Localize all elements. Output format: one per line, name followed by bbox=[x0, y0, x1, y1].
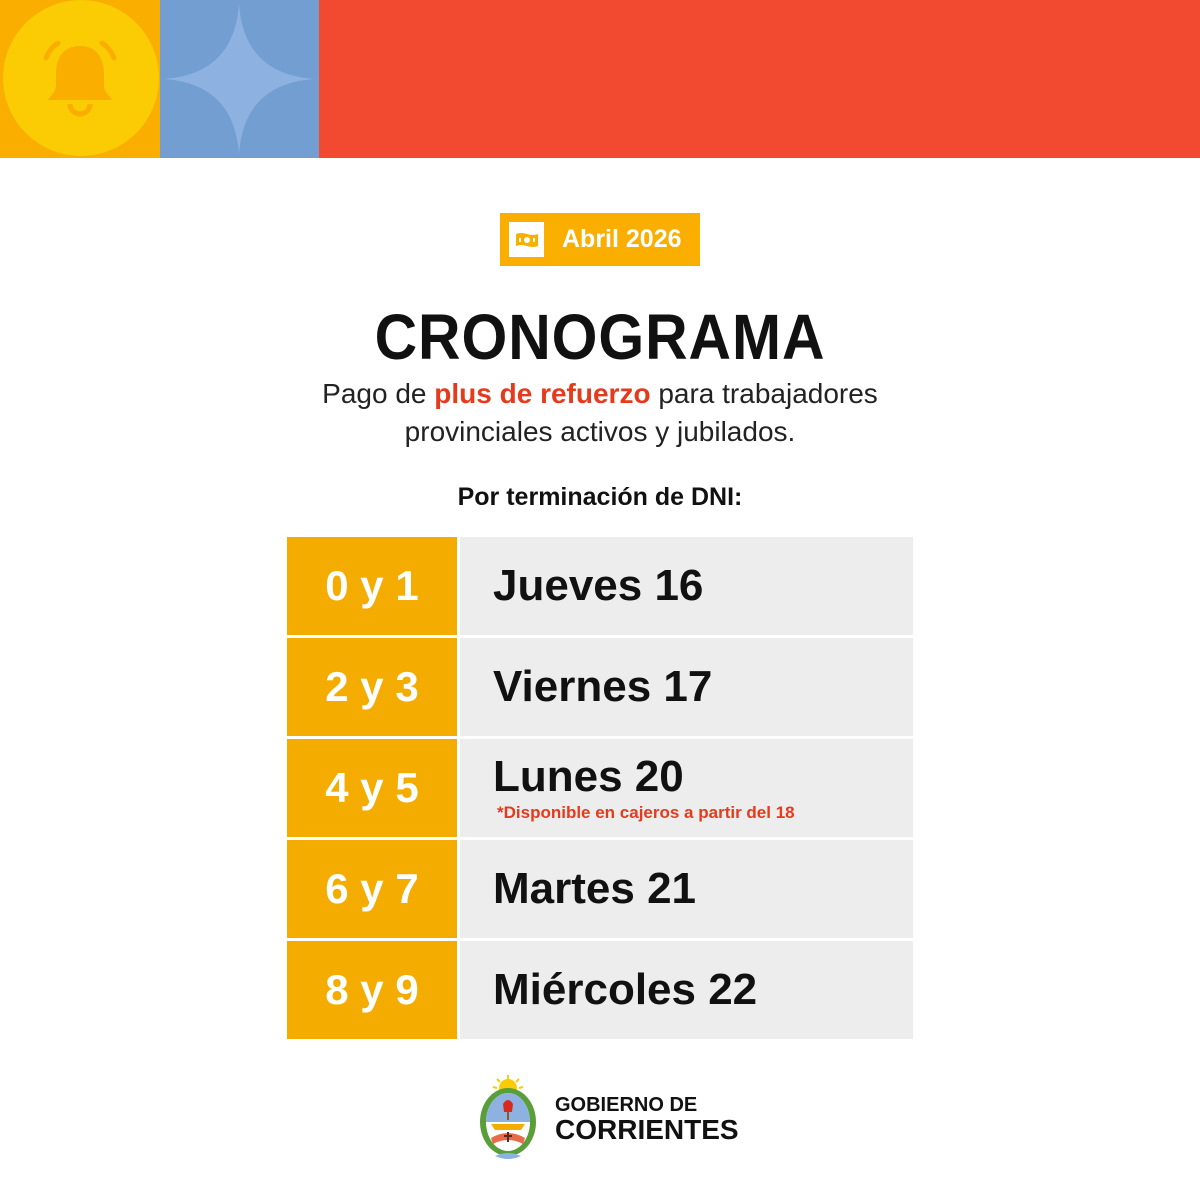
page-title: CRONOGRAMA bbox=[374, 301, 826, 373]
payment-day-cell bbox=[460, 537, 913, 635]
money-bill-icon bbox=[509, 222, 544, 257]
month-badge bbox=[500, 213, 700, 266]
schedule-row bbox=[287, 941, 913, 1039]
schedule-row bbox=[287, 638, 913, 736]
dni-label: Por terminación de DNI: bbox=[457, 483, 743, 511]
payment-day-cell bbox=[460, 941, 913, 1039]
sparkle-tile bbox=[160, 0, 319, 158]
schedule-row bbox=[287, 537, 913, 635]
government-logo bbox=[477, 1074, 739, 1164]
payment-day-cell bbox=[460, 638, 913, 736]
dni-digits: 8 y 9 bbox=[287, 941, 457, 1039]
bell-tile bbox=[0, 0, 160, 158]
payment-day: Lunes 20 bbox=[493, 752, 684, 801]
dni-digits: 2 y 3 bbox=[287, 638, 457, 736]
red-block bbox=[319, 0, 1200, 158]
badge-label: Abril 2026 bbox=[562, 225, 682, 253]
availability-note: *Disponible en cajeros a partir del 18 bbox=[497, 803, 795, 822]
bell-icon bbox=[40, 38, 120, 120]
coat-of-arms-icon bbox=[477, 1074, 539, 1164]
subtitle bbox=[0, 375, 1200, 451]
sparkle-icon bbox=[160, 0, 319, 158]
schedule-row bbox=[287, 840, 913, 938]
dni-digits: 6 y 7 bbox=[287, 840, 457, 938]
subtitle-post: para trabajadores bbox=[650, 378, 878, 409]
logo-text bbox=[555, 1094, 739, 1144]
schedule-table bbox=[287, 537, 913, 1042]
dni-digits: 0 y 1 bbox=[287, 537, 457, 635]
payment-day: Jueves 16 bbox=[493, 561, 704, 610]
header-banner bbox=[0, 0, 1200, 158]
payment-day-cell bbox=[460, 840, 913, 938]
logo-line2: CORRIENTES bbox=[555, 1114, 739, 1145]
subtitle-line2: provinciales activos y jubilados. bbox=[404, 416, 796, 447]
logo-line1: GOBIERNO DE bbox=[555, 1094, 698, 1116]
schedule-row bbox=[287, 739, 913, 837]
subtitle-pre: Pago de bbox=[322, 378, 435, 409]
subtitle-highlight: plus de refuerzo bbox=[434, 378, 651, 409]
payment-day: Miércoles 22 bbox=[493, 965, 758, 1014]
payment-day: Martes 21 bbox=[493, 864, 697, 913]
payment-day-cell bbox=[460, 739, 913, 837]
dni-digits: 4 y 5 bbox=[287, 739, 457, 837]
payment-day: Viernes 17 bbox=[493, 662, 713, 711]
